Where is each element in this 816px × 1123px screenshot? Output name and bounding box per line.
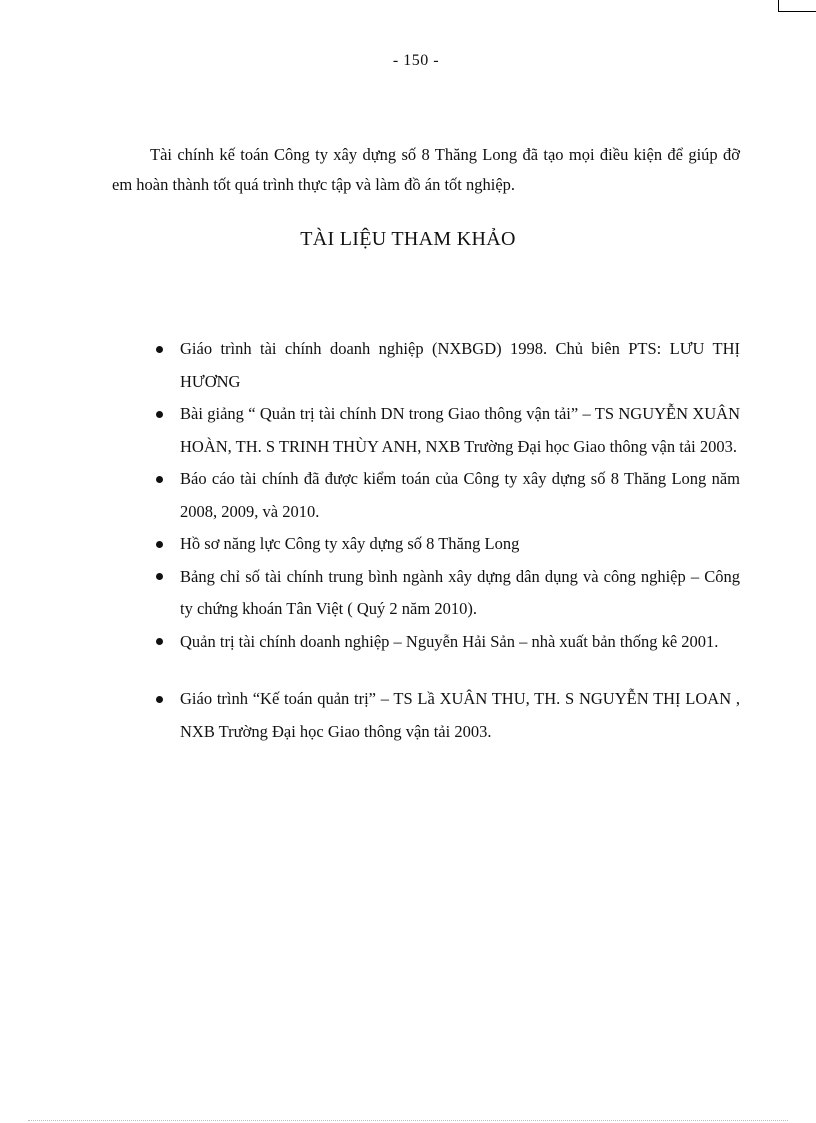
reference-text: Giáo trình “Kế toán quản trị” – TS Lầ XUÂN THU, TH. S NGUYỄN THỊ LOAN , NXB Trường Đại học Giao thông vận tải 2003. [180, 689, 740, 741]
reference-item [150, 333, 740, 398]
bullet-icon [156, 411, 163, 418]
reference-item [150, 626, 740, 659]
reference-text: Báo cáo tài chính đã được kiểm toán của Công ty xây dựng số 8 Thăng Long năm 2008, 2009, và 2010. [180, 469, 740, 521]
bullet-icon [156, 696, 163, 703]
bullet-icon [156, 476, 163, 483]
page-number: - 150 - [392, 52, 440, 69]
bullet-icon [156, 573, 163, 580]
crop-mark-vertical [778, 0, 779, 12]
references-title: TÀI LIỆU THAM KHẢO [300, 228, 516, 250]
reference-text: Quản trị tài chính doanh nghiệp – Nguyễn Hải Sản – nhà xuất bản thống kê 2001. [180, 631, 719, 651]
reference-text: Hồ sơ năng lực Công ty xây dựng số 8 Thăng Long [180, 534, 520, 553]
reference-item [150, 561, 740, 626]
reference-item [150, 528, 740, 561]
bullet-icon [156, 541, 163, 548]
bullet-icon [156, 346, 163, 353]
reference-text: Giáo trình tài chính doanh nghiệp (NXBGD) 1998. Chủ biên PTS: LƯU THỊ HƯƠNG [180, 339, 740, 391]
bullet-icon [156, 638, 163, 645]
page-bottom-border [28, 1120, 788, 1121]
reference-item [150, 398, 740, 463]
reference-list [150, 333, 740, 748]
intro-paragraph: Tài chính kế toán Công ty xây dựng số 8 Thăng Long đã tạo mọi điều kiện để giúp đỡ em hoàn thành tốt quá trình thực tập và làm đồ án tốt nghiệp. [112, 145, 740, 194]
reference-text: Bảng chỉ số tài chính trung bình ngành xây dựng dân dụng và công nghiệp – Công ty chứng khoán Tân Việt ( Quý 2 năm 2010). [180, 566, 740, 618]
crop-mark-horizontal [778, 11, 816, 12]
reference-text: Bài giảng “ Quản trị tài chính DN trong Giao thông vận tải” – TS NGUYỄN XUÂN HOÀN, TH. S TRINH THÙY ANH, NXB Trường Đại học Giao thông vận tải 2003. [180, 404, 740, 456]
reference-item [150, 683, 740, 748]
reference-item [150, 463, 740, 528]
